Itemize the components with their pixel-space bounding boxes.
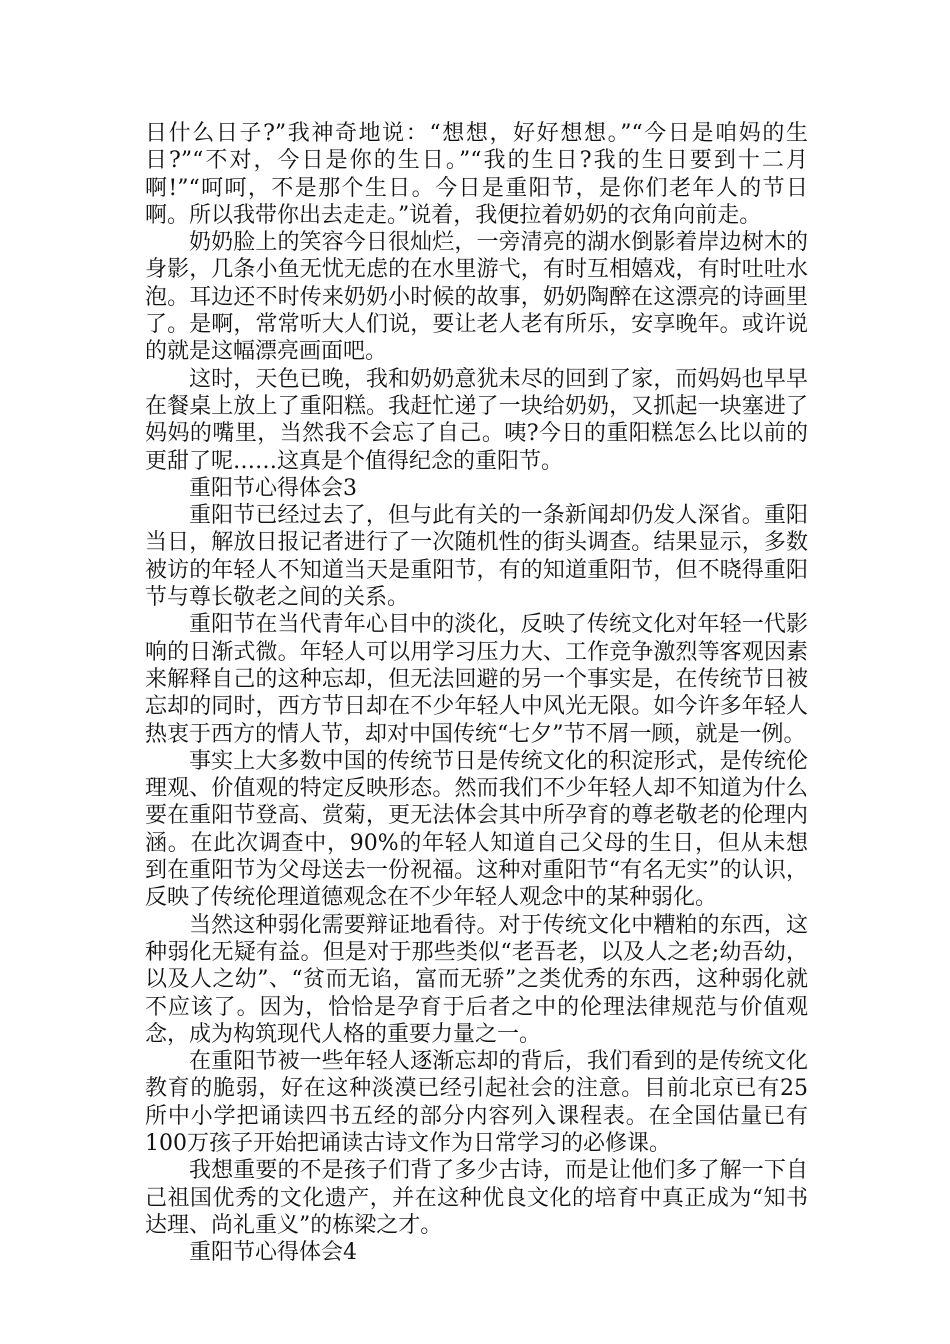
paragraph: 事实上大多数中国的传统节日是传统文化的积淀形式，是传统伦理观、价值观的特定反映形态。然而我们不少年轻人却不知道为什么要在重阳节登高、赏菊，更无法体会其中所孕育的尊老敬老的伦理内涵。在此次调查中，90%的年轻人知道自己父母的生日，但从未想到在重阳节为父母送去一份祝福。这种对重阳节“有名无实”的认识，反映了传统伦理道德观念在不少年轻人观念中的某种弱化。 bbox=[145, 748, 808, 911]
section-heading: 重阳节心得体会4 bbox=[189, 1240, 357, 1266]
paragraph: 重阳节已经过去了，但与此有关的一条新闻却仍发人深省。重阳当日，解放日报记者进行了一次随机性的街头调查。结果显示，多数被访的年轻人不知道当天是重阳节，有的知道重阳节，但不晓得重阳节与尊长敬老之间的关系。 bbox=[145, 503, 808, 611]
paragraph: 在重阳节被一些年轻人逐渐忘却的背后，我们看到的是传统文化教育的脆弱，好在这种淡漠已经引起社会的注意。目前北京已有25所中小学把诵读四书五经的部分内容列入课程表。在全国估量已有100万孩子开始把诵读古诗文作为日常学习的必修课。 bbox=[145, 1049, 808, 1156]
paragraph: 日什么日子?”我神奇地说：“想想，好好想想。”“今日是咱妈的生日?”“不对，今日是你的生日。”“我的生日?我的生日要到十二月啊!”“呵呵，不是那个生日。今日是重阳节，是你们老年人的节日啊。所以我带你出去走走。”说着，我便拉着奶奶的衣角向前走。 bbox=[145, 121, 808, 228]
paragraph: 奶奶脸上的笑容今日很灿烂，一旁清亮的湖水倒影着岸边树木的身影，几条小鱼无忧无虑的在水里游弋，有时互相嬉戏，有时吐吐水泡。耳边还不时传来奶奶小时候的故事，奶奶陶醉在这漂亮的诗画里了。是啊，常常听大人们说，要让老人老有所乐，安享晚年。或许说的就是这幅漂亮画面吧。 bbox=[145, 230, 808, 365]
paragraph: 当然这种弱化需要辩证地看待。对于传统文化中糟粕的东西，这种弱化无疑有益。但是对于那些类似“老吾老，以及人之老;幼吾幼，以及人之幼”、“贫而无谄，富而无骄”之类优秀的东西，这种弱化就不应该了。因为，恰恰是孕育于后者之中的伦理法律规范与价值观念，成为构筑现代人格的重要力量之一。 bbox=[145, 912, 808, 1047]
document-page bbox=[145, 120, 808, 1266]
paragraph: 这时，天色已晚，我和奶奶意犹未尽的回到了家，而妈妈也早早在餐桌上放上了重阳糕。我赶忙递了一块给奶奶，又抓起一块塞进了妈妈的嘴里，当然我不会忘了自己。咦?今日的重阳糕怎么比以前的更甜了呢……这真是个值得纪念的重阳节。 bbox=[145, 366, 808, 474]
section-heading: 重阳节心得体会3 bbox=[189, 475, 357, 501]
paragraph: 我想重要的不是孩子们背了多少古诗，而是让他们多了解一下自己祖国优秀的文化遗产，并在这种优良文化的培育中真正成为“知书达理、尚礼重义”的栋梁之才。 bbox=[145, 1158, 808, 1238]
paragraph: 重阳节在当代青年心目中的淡化，反映了传统文化对年轻一代影响的日渐式微。年轻人可以用学习压力大、工作竞争激烈等客观因素来解释自己的这种忘却，但无法回避的另一个事实是，在传统节日被忘却的同时，西方节日却在不少年轻人中风光无限。如今许多年轻人热衷于西方的情人节，却对中国传统“七夕”节不屑一顾，就是一例。 bbox=[145, 612, 808, 747]
